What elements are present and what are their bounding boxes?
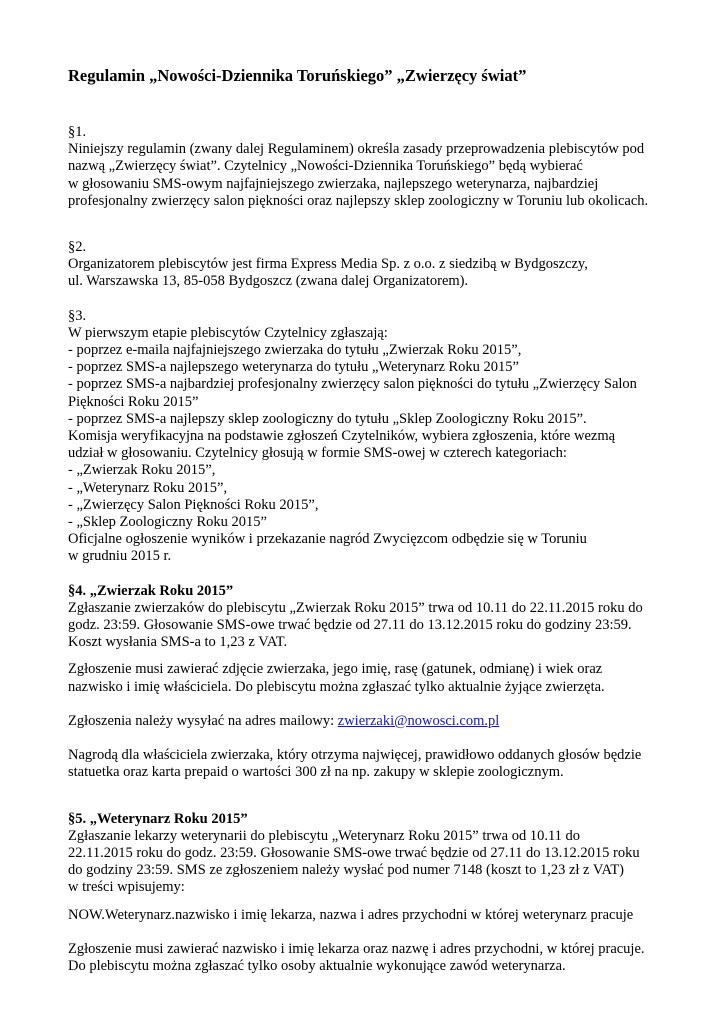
page-title: Regulamin „Nowości-Dziennika Toruńskiego” „Zwierzęcy świat” [68, 66, 527, 85]
section-4-line: Zgłaszanie zwierzaków do plebiscytu „Zwierzak Roku 2015” trwa od 10.11 do 22.11.2015 roku do [68, 599, 643, 616]
section-4 [68, 583, 668, 652]
section-5-line: w treści wpisujemy: [68, 879, 185, 896]
section-3-line: - poprzez SMS-a najlepszego weterynarza do tytułu „Weterynarz Roku 2015” [68, 359, 519, 376]
section-3-line: w grudniu 2015 r. [68, 548, 172, 565]
section-4-line: Nagrodą dla właściciela zwierzaka, który otrzyma najwięcej, prawidłowo oddanych głosów będzie [68, 747, 642, 764]
section-2-heading: §2. [68, 239, 87, 256]
section-3-line: Oficjalne ogłoszenie wyników i przekazanie nagród Zwycięzcom odbędzie się w Toruniu [68, 531, 587, 548]
email-link[interactable]: zwierzaki@nowosci.com.pl [337, 712, 500, 729]
section-5-requirements [68, 941, 668, 975]
section-2-line: ul. Warszawska 13, 85-058 Bydgoszcz (zwana dalej Organizatorem). [68, 273, 469, 290]
section-3-line: - „Weterynarz Roku 2015”, [68, 479, 228, 496]
section-5-heading: §5. „Weterynarz Roku 2015” [68, 810, 248, 827]
email-label: Zgłoszenia należy wysyłać na adres mailowy: [68, 712, 338, 729]
section-3-line: - poprzez SMS-a najlepszy sklep zoologiczny do tytułu „Sklep Zoologiczny Roku 2015”. [68, 410, 587, 427]
section-1-line: Niniejszy regulamin (zwany dalej Regulaminem) określa zasady przeprowadzenia plebiscytów pod [68, 141, 645, 158]
section-3-line: - „Sklep Zoologiczny Roku 2015” [68, 514, 267, 531]
section-1-line: profesjonalny zwierzęcy salon piękności oraz najlepszy sklep zoologiczny w Toruniu lub okolicach. [68, 192, 649, 209]
section-4-line: Koszt wysłania SMS-a to 1,23 z VAT. [68, 634, 288, 651]
section-3-line: - poprzez SMS-a najbardziej profesjonalny zwierzęcy salon piękności do tytułu „Zwierzęcy Salon [68, 376, 637, 393]
section-5-line: Zgłoszenie musi zawierać nazwisko i imię lekarza oraz nazwę i adres przychodni, w której pracuje. [68, 940, 645, 957]
section-1-line: nazwą „Zwierzęcy świat”. Czytelnicy „Nowości-Dziennika Toruńskiego” będą wybierać [68, 158, 583, 175]
section-3-line: Piękności Roku 2015” [68, 393, 199, 410]
section-5-line: NOW.Weterynarz.nazwisko i imię lekarza, nazwa i adres przychodni w której weterynarz pracuje [68, 906, 634, 923]
section-2-line: Organizatorem plebiscytów jest firma Express Media Sp. z o.o. z siedzibą w Bydgoszczy, [68, 256, 588, 273]
section-5 [68, 811, 668, 897]
section-4-line: godz. 23:59. Głosowanie SMS-owe trwać będzie od 27.11 do 13.12.2015 roku do godziny 23:59. [68, 617, 632, 634]
section-4-prize [68, 747, 668, 781]
section-4-line: statuetka oraz karta prepaid o wartości 300 zł na np. zakupy w sklepie zoologicznym. [68, 764, 564, 781]
section-1-heading: §1. [68, 124, 87, 140]
section-5-line: Do plebiscytu można zgłaszać tylko osoby aktualnie wykonujące zawód weterynarza. [68, 957, 566, 974]
section-5-line: Zgłaszanie lekarzy weterynarii do plebiscytu „Weterynarz Roku 2015” trwa od 10.11 do [68, 827, 581, 844]
section-4-line: Zgłoszenie musi zawierać zdjęcie zwierzaka, jego imię, rasę (gatunek, odmianę) i wiek oraz [68, 661, 603, 678]
section-3-line: - „Zwierzak Roku 2015”, [68, 462, 216, 479]
section-2 [68, 239, 668, 291]
section-4-requirements [68, 661, 668, 695]
section-5-line: do godziny 23:59. SMS ze zgłoszeniem należy wysłać pod numer 7148 (koszt to 1,23 zł z VAT) [68, 862, 625, 879]
section-3-line: W pierwszym etapie plebiscytów Czytelnicy zgłaszają: [68, 324, 388, 341]
section-1-line: w głosowaniu SMS-owym najfajniejszego zwierzaka, najlepszego weterynarza, najbardziej [68, 175, 599, 192]
section-4-line: nazwisko i imię właściciela. Do plebiscytu można zgłaszać tylko aktualnie żyjące zwierzęta. [68, 678, 605, 695]
section-3-line: Komisja weryfikacyjna na podstawie zgłoszeń Czytelników, wybiera zgłoszenia, które wezmą [68, 428, 616, 445]
section-4-heading: §4. „Zwierzak Roku 2015” [68, 582, 234, 599]
section-3-line: udział w głosowaniu. Czytelnicy głosują w formie SMS-owej w czterech kategoriach: [68, 445, 567, 462]
section-5-line: 22.11.2015 roku do godz. 23:59. Głosowanie SMS-owe trwać będzie od 27.11 do 13.12.2015 roku [68, 844, 640, 861]
section-4-email-paragraph [68, 713, 668, 730]
section-1 [68, 124, 668, 210]
section-5-sms-format [68, 907, 668, 924]
document-page [68, 66, 668, 975]
section-3-line: - poprzez e-maila najfajniejszego zwierzaka do tytułu „Zwierzak Roku 2015”, [68, 342, 522, 359]
section-3-line: - „Zwierzęcy Salon Piękności Roku 2015”, [68, 496, 319, 513]
section-3-heading: §3. [68, 307, 87, 324]
section-3 [68, 308, 668, 566]
